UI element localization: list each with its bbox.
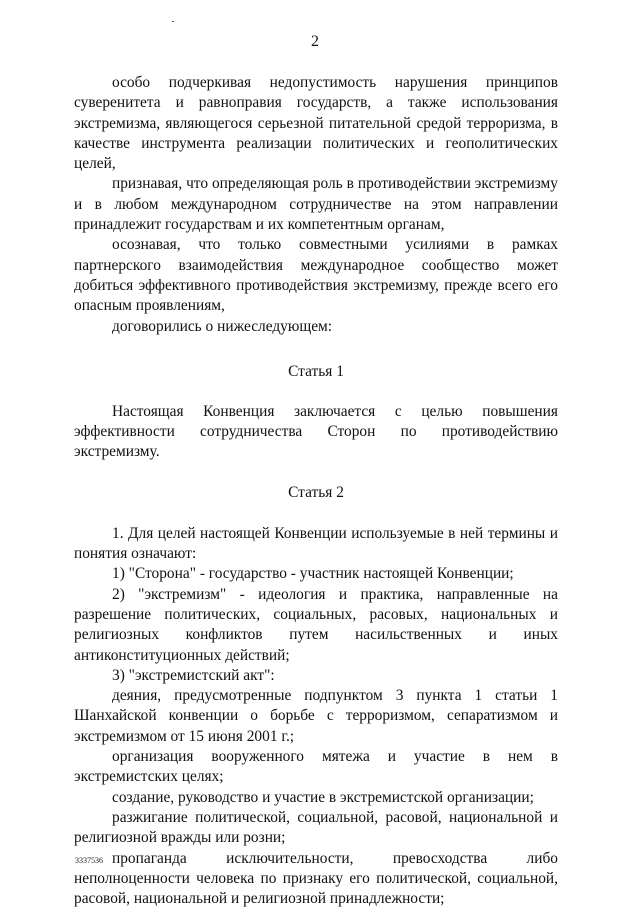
article-2-paragraph: 1) "Сторона" - государство - участник настоящей Конвенции; — [74, 564, 558, 584]
intro-paragraph: осознавая, что только совместными усилиями в рамках партнерского взаимодействия международное сообщество может добиться эффективного противодействия экстремизму, прежде всего его опасным проявлениям, — [74, 235, 558, 316]
article-2-paragraph: деяния, предусмотренные подпунктом 3 пункта 1 статьи 1 Шанхайской конвенции о борьбе с терроризмом, сепаратизмом и экстремизмом от 15 июня 2001 г.; — [74, 686, 558, 747]
article-1-text: Настоящая Конвенция заключается с целью повышения эффективности сотрудничества Сторон по противодействию экстремизму. — [74, 402, 558, 463]
document-body — [74, 73, 558, 909]
article-2-paragraph: создание, руководство и участие в экстремистской организации; — [74, 788, 558, 808]
article-1-heading: Статья 1 — [74, 362, 558, 382]
page-number: 2 — [0, 33, 630, 51]
article-2-paragraph: 3) "экстремистский акт": — [74, 666, 558, 686]
intro-paragraph: признавая, что определяющая роль в противодействии экстремизму и в любом международном сотрудничестве на этом направлении принадлежит государствам и их компетентным органам, — [74, 174, 558, 235]
document-code: 3337536 — [75, 856, 103, 865]
article-2-paragraph: 1. Для целей настоящей Конвенции используемые в ней термины и понятия означают: — [74, 524, 558, 565]
scan-speck — [172, 21, 174, 22]
intro-paragraph: договорились о нижеследующем: — [74, 317, 558, 337]
article-2-paragraph: 2) "экстремизм" - идеология и практика, направленные на разрешение политических, социальных, расовых, национальных и религиозных конфликтов путем насильственных и иных антиконституционных действий; — [74, 585, 558, 666]
article-2-paragraph: пропаганда исключительности, превосходства либо неполноценности человека по признаку его политической, социальной, расовой, национальной и религиозной принадлежности; — [74, 849, 558, 909]
article-2-paragraph: разжигание политической, социальной, расовой, национальной и религиозной вражды или розни; — [74, 808, 558, 849]
intro-paragraph: особо подчеркивая недопустимость нарушения принципов суверенитета и равноправия государств, а также использования экстремизма, являющегося серьезной питательной средой терроризма, в качестве инструмента реализации политических и геополитических целей, — [74, 73, 558, 174]
article-2-heading: Статья 2 — [74, 483, 558, 503]
article-2-paragraph: организация вооруженного мятежа и участие в нем в экстремистских целях; — [74, 747, 558, 788]
